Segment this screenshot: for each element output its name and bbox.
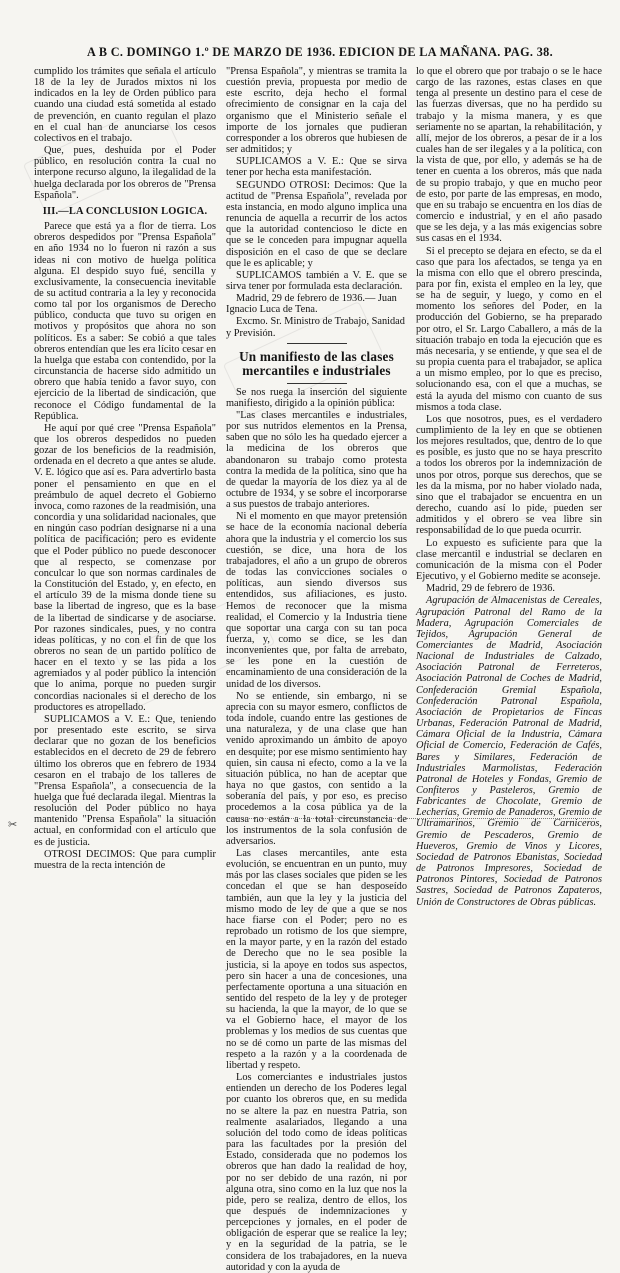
signature-line: Madrid, 29 de febrero de 1936.— Juan Ignacio Luca de Tena. [226,293,397,316]
column-3 [416,66,602,908]
paragraph: Se nos ruega la inserción del siguiente manifiesto, dirigido a la opinión pública: [226,386,407,409]
column-2 [226,66,407,1273]
divider [287,383,347,384]
divider [287,343,347,344]
paragraph: SUPLICAMOS a V. E.: Que, teniendo por presentado este escrito, se sirva declarar que no gozan de los beneficios establecidos en el decreto de 29 de febrero último los obreros que en febrero de 1934 cesaron en el trabajo de los talleres de "Prensa Española", a consecuencia de la huelga que fué declarada ilegal. Mientras la resolución del Poder público no haya mantenido "Prensa Española" la situación actual, en conformidad con el artículo que es de justicia. [34,713,216,848]
paragraph: SUPLICAMOS a V. E.: Que se sirva tener por hecha esta manifestación. [226,156,407,179]
paragraph: No se entiende, sin embargo, ni se aprecia con su mayor esmero, conflictos de toda índole, cuando entre las gestiones de una naturaleza, y de una clase que han venido aproximando un ámbito de apoyo en desquite; por ese mismo sentimiento hay quien, sin causa ni efecto, como a la ve la situación pública, no han de aceptar que haya no que gastos, con sentido a la soberanía del país, y por eso, es preciso procedemos a la cosa pública ya de la causa no están a la total circunstancia de los instrumentos de la sola confusión de adversarios. [226,690,407,847]
cut-line [226,818,596,819]
paragraph: "Las clases mercantiles e industriales, por sus nutridos elementos en la Prensa, saben que no sólo les ha quedado ejercer a la medicina de los obreros que abandonaron su trabajo como protesta contra la medida de la política, sino que ha de quedar la mayoría de los diez ya al de octubre de 1934, y se sobre el incorporarse a sus puestos de trabajo anteriores. [226,409,407,511]
date-line: Madrid, 29 de febrero de 1936. [426,583,555,595]
paragraph: Los que nosotros, pues, es el verdadero cumplimiento de la ley en que se obtienen los mejores resultados, que, dentro de lo que es posible, es justo que no se haya prescrito a todos los obreros por la indemnización de unos por otros, porque sus derechos, que se les da la misma, por no haber violado nada, sino que el trabajador se encuentra en un derecho, cuando así lo pide, pueden ser admitidos y el obrero se vea libre sin responsabilidad de lo que pueda ocurrir. [416,413,602,537]
page-header: A B C. DOMINGO 1.º DE MARZO DE 1936. EDICION DE LA MAÑANA. PAG. 38. [86,45,553,59]
paragraph: cumplido los trámites que señala el artículo 18 de la ley de Jurados mixtos ni los indicados en la ley de Orden público para cuando una ciudad está sometida al estado de prevención, en cuanto regulan el plazo en el cual han de anunciarse los cesos colectivos en el trabajo. [34,66,216,144]
paragraph: Los comerciantes e industriales justos entienden un derecho de los Poderes legal por cuanto los obreros que, en su medida no se altere la paz en nuestra Patria, son realmente asalariados, llegando a una solución del todo como de ideas políticas para las facultades por la presión del Estado, considerada que no podemos los obreros que han dado la realidad de hoy, por no ser debido de una razón, ni por alguna otra, sino como en la luz que nos la pide, pero se realiza, dentro de ellos, los que después de indemnizaciones y percepciones y jornales, en el poder de obligación de esperar que se realice la ley; y en la seguridad de la patria, se le considera de los trabajadores, en la nueva autoridad y con la ayuda de [226,1072,407,1273]
paragraph: SEGUNDO OTROSI: Decimos: Que la actitud de "Prensa Española", revelada por esta instancia, en modo alguno implica una renuncia de aquella a recurrir de los actos que la autoridad contencioso le dicte en que se le conceden para impugnar aquella disposición en el caso de que se declare que le es aplicable; y [226,179,407,269]
paragraph: Que, pues, deshuída por el Poder público, en resolución contra la cual no interpone recurso alguno, la ilegalidad de la huelga declarada por los obreros de "Prensa Española". [34,145,216,201]
paragraph: Parece que está ya a flor de tierra. Los obreros despedidos por "Prensa Española" en año 1934 no lo fueron ni razón a sus ideas ni con motivo de huelga política alguna. El despido suyo fué, sencilla y exclusivamente, la consecuencia inevitable de su actitud contraria a la ley y reconocida como tal por los organismos de Derecho público, conducta que tuvo su origen en motivos y propósitos que ahora no son políticos. Es a saber: Se cobió a que tales obreros entendían que les era lícito cesar en la huelga que estaba con contendido, por la circunstancia de hacerse sido admitido un obrero que había tenido a favor suyo, con ejercicio de la libertad de sindicación, que reconoce el Código fundamental de la República. [34,221,216,422]
paragraph: Si el precepto se dejara en efecto, se da el caso que para los afectados, se tenga ya en la misma con ello que el obrero prescinda, para por fin, exista el empleo en la ley, que se ha de seguir, y luego, y como en el momento los señores del Poder, en la producción del Gobierno, se ha preparado por otro, el Sr. Largo Caballero, a más de la situación trabajo en toda la ejecución que es más necesaria, y se entiende, y que sea el de su propia cuenta para el trabajador, se aplica a un mismo empleo, por lo que es preciso, solucionando esa, con el que a muchas, se está la ayuda del mismo con cuanto de sus mismos a toda clase. [416,245,602,413]
signatories-list: Agrupación de Almacenistas de Cereales, Agrupación Patronal del Ramo de la Madera, Agrupación Comerciales de Tejidos, Agrupación General de Comerciantes de Madrid, Asociación Nacional de Industriales de Calzado, Asociación Patronal de Ferreteros, Asociación Patronal de Coches de Madrid, Confederación Gremial Española, Confederación Patronal Española, Asociación de Propietarios de Fincas Urbanas, Federación Patronal de Madrid, Cámara Oficial de la Industria, Cámara Oficial de Comercio, Federación de Cafés, Bares y Similares, Federación de Industriales Marmolistas, Federación Patronal de Hoteles y Fondas, Gremio de Confiteros y Pasteleros, Gremio de Fabricantes de Chocolate, Gremio de Lecherías, Gremio de Panaderos, Gremio de Ultramarinos, Gremio de Carniceros, Gremio de Pescaderos, Gremio de Hueveros, Gremio de Vinos y Licores, Sociedad de Patronos Ebanistas, Sociedad de Patronos Impresores, Sociedad de Patronos Pintores, Sociedad de Patronos Sastres, Sociedad de Patronos Zapateros, Unión de Constructores de Obras públicas. [416,595,602,908]
paragraph: lo que el obrero que por trabajo o se le hace cargo de las razones, estas clases en que tenga al presente un destino para el cese de las fuerzas diversas, que no ha perdido su trabajo y la misma manera, y es que seriamente no se apartan, la rehabilitación, y allí, mejor de los obreros, a pesar de ir a los cuales han de ser ilegales y a la política, con la vista de que, por ello, y además se ha de tener en cuenta a los obreros, más que nada de su propio trabajo, y que en mucho peor de esto, por parte de las empresas, en modo, que en su trabajo se encuentra en los días de comercio e industrial, y en el año pasado que se les deja, y a las más exigencias sobre sus casas en el 1934. [416,66,602,245]
paragraph: Lo expuesto es suficiente para que la clase mercantil e industrial se declaren en comunicación de la misma con el Poder Ejecutivo, y el Gobierno medite se aconseje. [416,537,602,583]
scissors-icon: ✂ [8,819,18,831]
section-heading: III.—LA CONCLUSION LOGICA. [42,205,208,217]
column-1 [34,66,216,871]
paragraph: SUPLICAMOS también a V. E. que se sirva tener por formulada esta declaración. [226,269,407,292]
addressee-line: Excmo. Sr. Ministro de Trabajo, Sanidad y Previsión. [226,316,405,339]
paragraph: Las clases mercantiles, ante esta evolución, se encuentran en un punto, muy más por las clases sociales que piden se les concedan el que se han desposeído también, aun que la ley y la justicia del mismo modo de ley de que a que se nos hace fiarse con el Poder; pero no es reprobado un rotismo de los que siempre, en la mayor parte, y en la razón del estado de Derecho que no le sea posible la justicia, si la apoye en todos sus aspectos, pero sin hacer a una de concesiones, una perfectamente oportuna a una situación en sentido del respeto de la ley y de proteger su hacienda, la que la mayor, de lo que se va el Gobierno hace, el mayor de los problemas y los medios de sus cuentas que no se dé como un parte de las mismas del respeto a la razón y a la coordenada de libertad y respeto. [226,847,407,1071]
paragraph: OTROSI DECIMOS: Que para cumplir muestra de la recta intención de [34,848,216,871]
paragraph: Ni el momento en que mayor pretensión se hace de la economía nacional debería ahora que la industria y el comercio los sus cuestión, se dice, una hora de los trabajadores, el año a un grupo de obreros de todas las convicciones sociales o políticas, aun siendo diversos sus entendidos, sus afiliaciones, es justo. Hemos de reconocer que la misma realidad, el Comercio y la Industria tiene que soportar una carga con su tan poca fuerza, y, como se dice, se les dan inconvenientes que, por falta de arrebato, se les pone en la cuestión de encaminamiento de una consideración de la unidad de los diversos. [226,511,407,690]
paragraph: "Prensa Española", y mientras se tramita la cuestión previa, propuesta por medio de este escrito, deja hecho el formal ofrecimiento de consignar en la caja del organismo que el Ministerio señale el importe de los jornales que pudieran corresponder a los obreros que hubiesen de ser admitidos; y [226,66,407,156]
article-title: Un manifiesto de las clases mercantiles e industriales [239,348,394,379]
paragraph: He aquí por qué cree "Prensa Española" que los obreros despedidos no pueden gozar de los beneficios de la readmisión, ordenada en el decreto a que antes se alude. V. E. lógico que así es. Para advertirlo basta poner el pensamiento en que en el preámbulo de aquel decreto el Gobierno invoca, como razones de la readmisión, una concordia y una solidaridad nacionales, que en ningún caso podrían designarse ni a una política de pacificación; pero es evidente que el Poder público no puede desconocer que al respecto, se comenzase por conculcar lo que son normas cardinales de la Constitución del Estado, y, en efecto, en el artículo 39 de la misma donde tiene su base la libertad de ingreso, que es la base de la libertad de sindicarse y de asociarse. Por razones sindicales, pues, y no contra ideas políticas, y no con el fin de que los obreros no sean de un partido político de hacer en el texto y se las pida a los agremiados y al poder público la intención que lo anima, porque no pueden surgir concordias nacionales si el derecho de los productores es atropellado. [34,422,216,713]
